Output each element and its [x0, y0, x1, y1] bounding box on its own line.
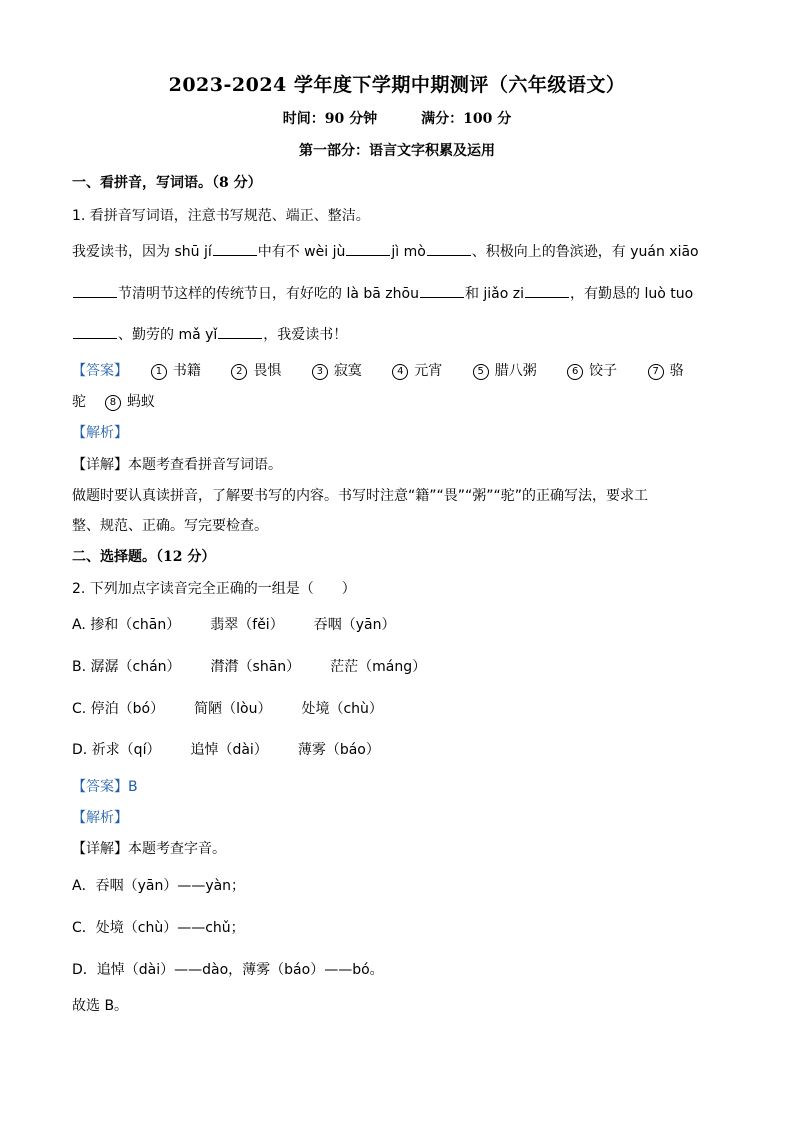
page-title: 2023-2024 学年度下学期中期测评（六年级语文）: [168, 74, 626, 96]
q2-explain-d: D．追悼（dài）——dào，薄雾（báo）——bó。: [72, 962, 384, 978]
q1-answer-row: [72, 360, 684, 380]
q2-detail: 【详解】本题考查字音。: [72, 841, 226, 857]
q2-option-c[interactable]: C. 停泊（bó） 简陋（lòu） 处境（chù）: [72, 701, 383, 717]
answer-blank[interactable]: [420, 285, 464, 298]
answer-blank[interactable]: [73, 285, 117, 298]
q2-option-d[interactable]: D. 祈求（qí） 追悼（dài） 薄雾（báo）: [72, 742, 380, 758]
q1-text-line-1: 我爱读书，因为 shū jí 中有不 wèi jù jì mò 、积极向上的鲁滨逊，有 yuán xiāo: [72, 244, 699, 260]
answer-item: 5 腊八粥: [473, 360, 537, 380]
answer-label: 【答案】: [72, 363, 128, 379]
exam-info: [0, 108, 794, 128]
section-1-heading: 一、看拼音，写词语。（8 分）: [72, 175, 262, 191]
part-title: 第一部分：语言文字积累及运用: [299, 143, 495, 159]
answer-item: 8 蚂蚁: [105, 391, 155, 411]
q2-analysis-label: 【解析】: [72, 810, 128, 826]
q1-answer-row-2: 驼 8 蚂蚁: [72, 391, 181, 411]
q1-explain-2: 整、规范、正确。写完要检查。: [72, 518, 268, 534]
answer-blank[interactable]: [73, 326, 117, 339]
q2-conclusion: 故选 B。: [72, 998, 129, 1014]
answer-item: 2 畏惧: [231, 360, 281, 380]
q1-explain-1: 做题时要认真读拼音，了解要书写的内容。书写时注意“籍”“畏”“粥”“驼”的正确写法，要求工: [72, 488, 649, 504]
answer-item: 4 元宵: [392, 360, 442, 380]
answer-item: 1 书籍: [151, 360, 201, 380]
q2-explain-c: C．处境（chù）——chǔ；: [72, 920, 245, 936]
q1-detail: 【详解】本题考查看拼音写词语。: [72, 457, 282, 473]
section-2-heading: 二、选择题。（12 分）: [72, 549, 216, 565]
exam-time: 时间：90 分钟: [282, 111, 378, 127]
answer-blank[interactable]: [346, 243, 390, 256]
q2-prompt: 2. 下列加点字读音完全正确的一组是（ ）: [72, 581, 356, 597]
q1-analysis-label: 【解析】: [72, 425, 128, 441]
q2-answer: 【答案】B: [72, 779, 138, 795]
q1-text-line-3: 、勤劳的 mǎ yǐ ，我爱读书！: [72, 324, 347, 344]
q2-option-a[interactable]: A. 掺和（chān） 翡翠（fěi） 吞咽（yān）: [72, 617, 396, 633]
q2-option-b[interactable]: B. 潺潺（chán） 潸潸（shān） 茫茫（máng）: [72, 659, 427, 675]
answer-blank[interactable]: [427, 243, 471, 256]
answer-item: 7 骆: [648, 360, 684, 380]
q1-text-line-2: 节清明节这样的传统节日，有好吃的 là bā zhōu 和 jiǎo zi ，有勤恳的 luò tuo: [72, 283, 693, 303]
answer-blank[interactable]: [213, 243, 257, 256]
answer-blank[interactable]: [525, 285, 569, 298]
answer-item: 3 寂寞: [312, 360, 362, 380]
answer-blank[interactable]: [218, 326, 262, 339]
q1-prompt: 1. 看拼音写词语，注意书写规范、端正、整洁。: [72, 208, 370, 224]
answer-item: 6 饺子: [567, 360, 617, 380]
exam-score: 满分：100 分: [421, 111, 512, 127]
q2-explain-a: A．吞咽（yān）——yàn；: [72, 878, 246, 894]
